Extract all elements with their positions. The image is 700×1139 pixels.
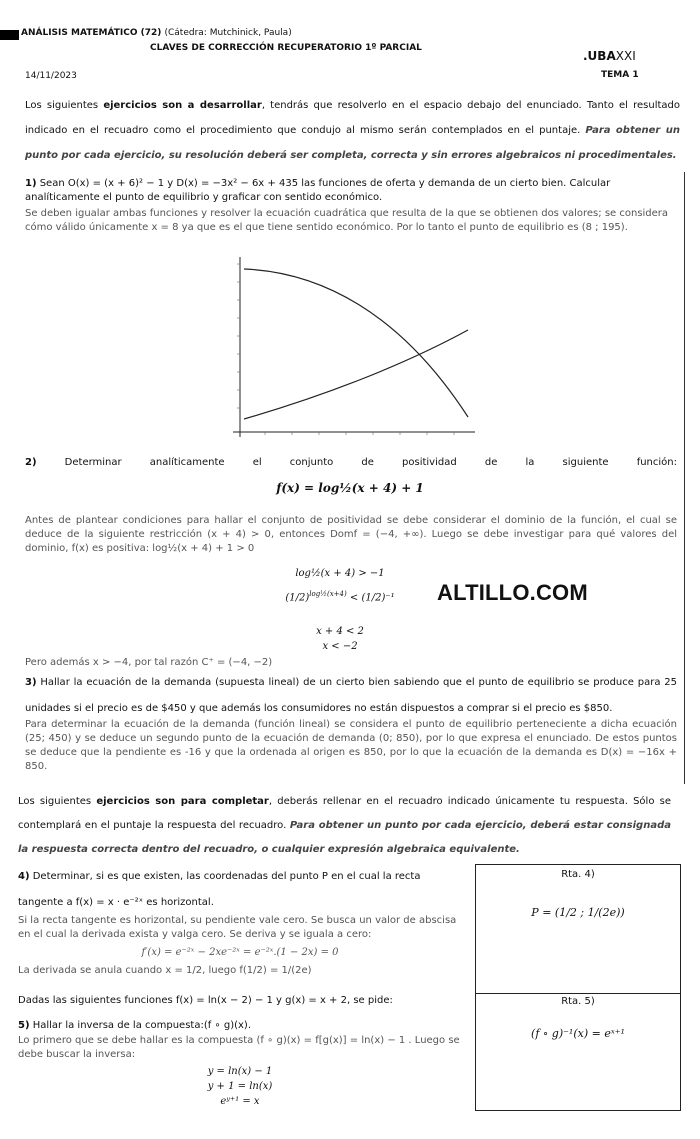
completion-instructions: Los siguientes ejercicios son para completar, deberás rellenar en el recuadro indicado únicamente tu respuesta. Sólo se contemplará en el puntaje la respuesta del recuadro. Para obtener un punto por cada ejercicio, deberá estar consignada la respuesta correcta dentro del recuadro, o cualquier expresión algebraica equivalente. xyxy=(18,796,671,855)
answer-box-5-value: (f ∘ g)⁻¹(x) = eˣ⁺¹ xyxy=(531,1027,625,1040)
step-2: $(1/2)^{log\frac{1}{2}(x+4)} < (1/2)^{-1}$ xyxy=(285,590,395,604)
question-3-answer: Para determinar la ecuación de la demanda (función lineal) se considera el punto de equilibrio perteneciente a dicha ecuación (25; 450) y se deduce un segundo punto de la ecuación de demanda (0; 850), por lo que expresa el enunciado. De estos puntos se deduce que la pendiente es -16 y que la ordenada al origen es 850, por lo que la ecuación de la demanda es D(x) = −16x + 850. xyxy=(25,719,677,772)
answer-box-4[interactable] xyxy=(475,864,681,994)
answer-box-4-label: Rta. 4) xyxy=(561,869,595,880)
question-3: 3) Hallar la ecuación de la demanda (supuesta lineal) de un cierto bien sabiendo que el punto de equilibrio se produce para 25 unidades si el precio es de $450 y que además los consumidores no están dispuestos a comprar si el precio es $850. xyxy=(25,677,677,714)
step-3: x + 4 < 2 xyxy=(316,626,364,637)
header-black-bar xyxy=(0,30,19,40)
exam-date: 14/11/2023 xyxy=(25,71,77,81)
question-2-conclusion: Pero además x > −4, por tal razón C⁺ = (−4, −2) xyxy=(25,657,273,668)
exam-subtitle: CLAVES DE CORRECCIÓN RECUPERATORIO 1º PARCIAL xyxy=(150,43,422,53)
intro-instructions: Los siguientes ejercicios son a desarrollar, tendrás que resolverlo en el espacio debajo del enunciado. Tanto el resultado indicado en el recuadro como el procedimiento que condujo al mismo serán contemplados en el puntaje. Para obtener un punto por cada ejercicio, su resolución deberá ser completa, correcta y sin errores algebraicos ni procedimentales. xyxy=(25,100,681,161)
uba-logo: .UBAXXI xyxy=(583,49,636,63)
answer-box-4-value: P = (1/2 ; 1/(2e)) xyxy=(531,906,625,919)
course-title: ANÁLISIS MATEMÁTICO (72) (Cátedra: Mutchinick, Paula) xyxy=(21,28,292,38)
question-5-step-2: y + 1 = ln(x) xyxy=(207,1081,273,1092)
question-4-derivative: f′(x) = e⁻²ˣ − 2xe⁻²ˣ = e⁻²ˣ.(1 − 2x) = 0 xyxy=(141,947,339,958)
demand-curve xyxy=(244,269,468,417)
supply-curve xyxy=(244,330,468,419)
question-4-result: La derivada se anula cuando x = 1/2, luego f(1/2) = 1/(2e) xyxy=(18,965,312,976)
question-5: 5) Hallar la inversa de la compuesta:(f ∘ g)(x). xyxy=(18,1020,252,1031)
question-5-answer: Lo primero que se debe hallar es la compuesta (f ∘ g)(x) = f[g(x)] = ln(x) − 1 . Luego se debe buscar la inversa: xyxy=(18,1035,460,1060)
question-4-answer: Si la recta tangente es horizontal, su pendiente vale cero. Se busca un valor de abscisa en el cual la derivada exista y valga cero. Se deriva y se iguala a cero: xyxy=(18,915,457,940)
question-1: 1) Sean O(x) = (x + 6)² − 1 y D(x) = −3x² − 6x + 435 las funciones de oferta y demanda de un cierto bien. Calcular analíticamente el punto de equilibrio y graficar con sentido económico. xyxy=(25,178,611,203)
step-1: log½(x + 4) > −1 xyxy=(295,568,385,579)
question-4: 4) Determinar, si es que existen, las coordenadas del punto P en el cual la recta tangente a f(x) = x · e⁻²ˣ es horizontal. xyxy=(18,871,421,908)
answer-box-5-label: Rta. 5) xyxy=(561,996,595,1007)
altillo-watermark: ALTILLO.COM xyxy=(437,580,588,605)
answer-box-5[interactable] xyxy=(475,992,681,1111)
question-5-step-3: eʸ⁺¹ = x xyxy=(220,1096,260,1107)
question-1-answer: Se deben igualar ambas funciones y resolver la ecuación cuadrática que resulta de la que se obtienen dos valores; se considera cómo válido únicamente x = 8 ya que es el que tiene sentido económico. Por lo tanto el punto de equilibrio es (8 ; 195). xyxy=(25,208,669,233)
question-5-step-1: y = ln(x) − 1 xyxy=(207,1066,273,1077)
supply-demand-graph xyxy=(230,252,480,444)
step-4: x < −2 xyxy=(322,641,358,652)
question-2-function: f(x) = log½(x + 4) + 1 xyxy=(276,481,424,495)
question-2: 2) Determinar analíticamente el conjunto de positividad de la siguiente función: xyxy=(25,457,677,468)
section-right-border xyxy=(684,172,685,784)
question-5-given: Dadas las siguientes funciones f(x) = ln(x − 2) − 1 y g(x) = x + 2, se pide: xyxy=(18,995,393,1006)
question-2-answer: Antes de plantear condiciones para hallar el conjunto de positividad se debe considerar el dominio de la función, el cual se deduce de la siguiente restricción (x + 4) > 0, entonces Domf = (−4, +∞). Luego se debe investigar para qué valores del dominio, f(x) es positiva: log½(x + 4) + 1 > 0 xyxy=(25,515,677,554)
exam-tema: TEMA 1 xyxy=(601,70,639,80)
